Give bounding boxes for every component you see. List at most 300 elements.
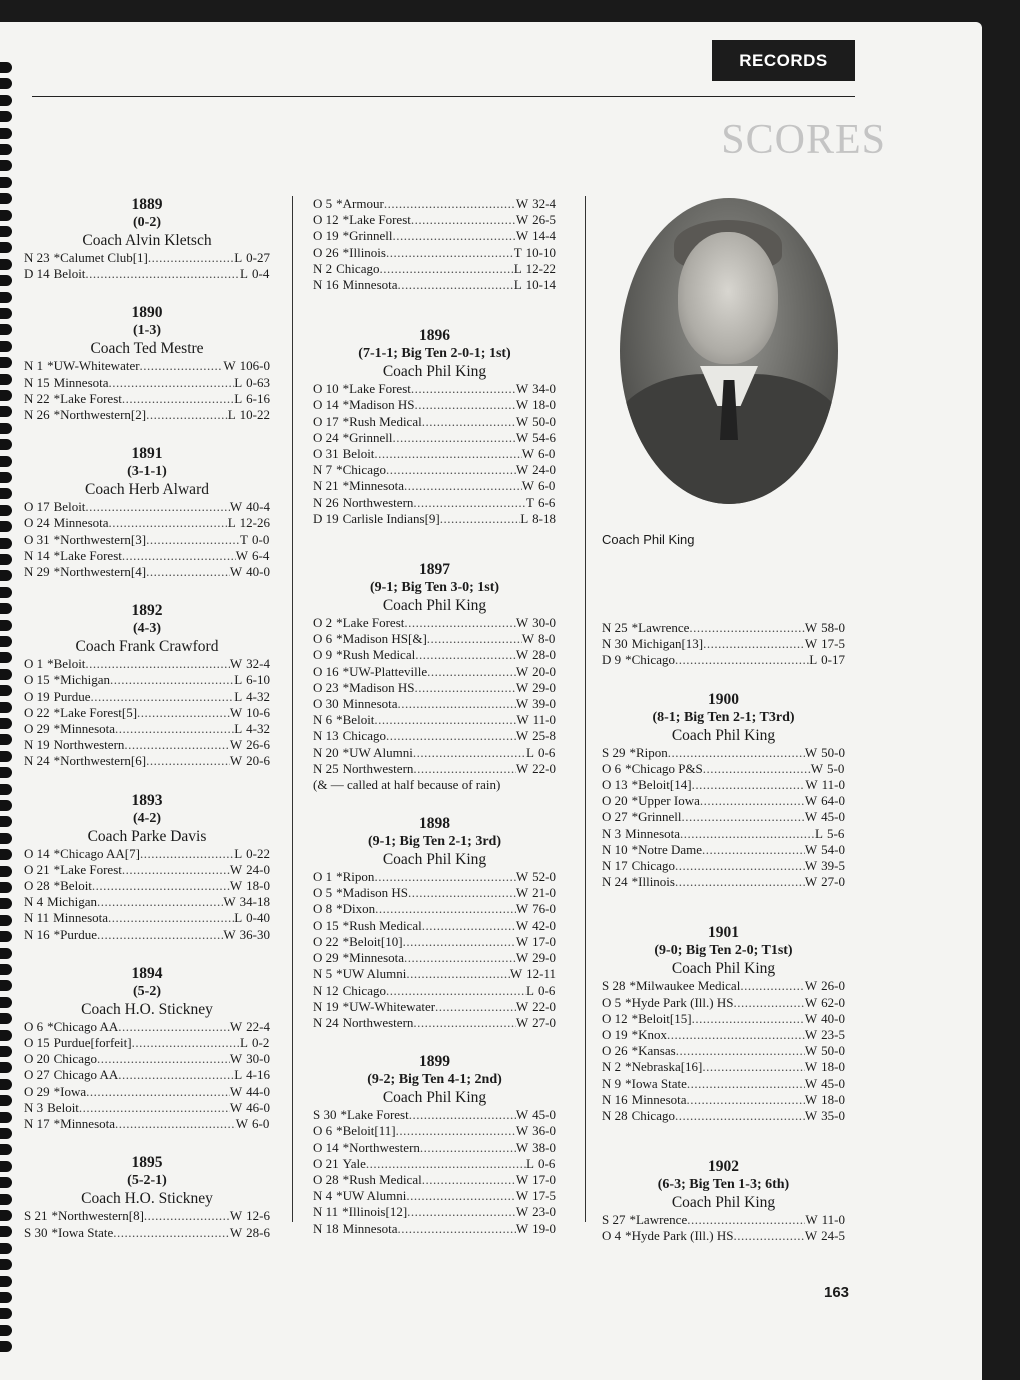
leader-dots <box>675 874 805 890</box>
spiral-ring <box>0 210 12 221</box>
game-score: 38-0 <box>532 1139 556 1155</box>
leader-dots <box>140 846 234 862</box>
game-row <box>313 696 556 712</box>
column-divider <box>292 196 293 1222</box>
game-result: W <box>515 869 529 885</box>
game-score: 0-63 <box>246 374 270 390</box>
game-opponent: *Madison HS <box>336 885 409 901</box>
leader-dots <box>97 927 223 943</box>
game-result: W <box>229 499 243 515</box>
game-result: W <box>515 228 529 244</box>
leader-dots <box>374 446 521 462</box>
game-result: W <box>515 917 529 933</box>
game-result: L <box>526 982 534 998</box>
game-result: W <box>515 196 529 211</box>
game-result: W <box>515 885 529 901</box>
game-date: O 17 <box>313 413 339 429</box>
leader-dots <box>411 381 516 397</box>
game-row <box>24 1084 270 1100</box>
game-date: N 16 <box>24 926 50 942</box>
game-opponent: Minnesota <box>342 696 398 712</box>
game-score: 12-11 <box>526 966 556 982</box>
game-score: 32-4 <box>246 656 270 672</box>
spiral-ring <box>0 587 12 598</box>
season-record: (4-3) <box>133 621 161 637</box>
spiral-ring <box>0 669 12 680</box>
game-date: N 14 <box>24 547 50 563</box>
leader-dots <box>122 391 234 407</box>
game-result: W <box>515 1204 529 1220</box>
game-opponent: Michigan[13] <box>631 636 704 652</box>
game-score: 40-4 <box>246 499 270 515</box>
game-result: W <box>804 1108 818 1124</box>
game-date: S 28 <box>602 978 626 994</box>
game-result: W <box>229 1208 243 1224</box>
game-score: 10-6 <box>246 704 270 720</box>
game-result: L <box>526 1155 534 1171</box>
season-record: (8-1; Big Ten 2-1; T3rd) <box>652 709 795 725</box>
column-3 <box>602 620 845 1245</box>
game-score: 6-4 <box>252 547 270 563</box>
game-opponent: *Minnesota <box>53 1116 116 1132</box>
game-result: W <box>515 1139 529 1155</box>
game-result: W <box>515 381 529 397</box>
leader-dots <box>675 652 809 668</box>
leader-dots <box>85 656 229 672</box>
game-opponent: Chicago AA <box>53 1067 119 1083</box>
game-opponent: *Beloit <box>53 878 92 894</box>
game-opponent: *Chicago <box>625 652 675 668</box>
spiral-ring <box>0 685 12 696</box>
game-score: 0-6 <box>538 982 556 998</box>
game-opponent: *Purdue <box>53 926 97 942</box>
game-result: W <box>229 1018 243 1034</box>
game-date: O 31 <box>313 446 339 462</box>
season-year: 1900 <box>708 690 739 708</box>
leader-dots <box>413 495 526 511</box>
leader-dots <box>415 680 516 696</box>
season-header <box>602 924 845 978</box>
game-score: 44-0 <box>246 1083 270 1099</box>
game-opponent: Minnesota <box>342 277 398 293</box>
game-score: 19-0 <box>532 1220 556 1236</box>
game-date: O 12 <box>313 212 339 228</box>
game-row <box>602 1076 845 1092</box>
game-opponent: *Chicago AA[7] <box>53 845 140 861</box>
game-opponent: *Calumet Club[1] <box>53 250 148 265</box>
season-year: 1892 <box>131 602 163 620</box>
game-opponent: *Lake Forest <box>53 547 122 563</box>
game-score: 62-0 <box>821 994 845 1010</box>
spiral-ring <box>0 1046 12 1057</box>
game-score: 0-27 <box>246 250 270 265</box>
game-row <box>313 647 556 663</box>
game-score: 11-0 <box>821 777 845 793</box>
game-result: W <box>229 564 243 580</box>
spiral-ring <box>0 488 12 499</box>
spiral-ring <box>0 1013 12 1024</box>
game-date: N 25 <box>602 620 628 635</box>
game-date: S 21 <box>24 1208 48 1224</box>
game-row <box>313 745 556 761</box>
leader-dots <box>413 1015 515 1031</box>
leader-dots <box>109 375 235 391</box>
leader-dots <box>702 842 805 858</box>
game-score: 40-0 <box>821 1010 845 1026</box>
game-row <box>24 499 270 515</box>
leader-dots <box>122 548 236 564</box>
season-header <box>24 1154 270 1208</box>
game-opponent: *Grinnell <box>631 809 682 825</box>
game-date: O 15 <box>313 917 339 933</box>
leader-dots <box>132 1035 240 1051</box>
game-opponent: *Iowa State <box>625 1075 687 1091</box>
season-year: 1896 <box>419 327 450 345</box>
game-result: W <box>515 1107 529 1123</box>
leader-dots <box>676 1043 805 1059</box>
season-year: 1899 <box>419 1053 450 1071</box>
game-row <box>602 978 845 994</box>
game-opponent: Carlisle Indians[9] <box>342 510 440 526</box>
game-row <box>602 1027 845 1043</box>
spiral-ring <box>0 1177 12 1188</box>
game-row <box>24 753 270 769</box>
game-result: W <box>515 462 529 478</box>
game-opponent: Minnesota <box>342 1220 398 1236</box>
game-score: 42-0 <box>532 917 556 933</box>
game-date: O 14 <box>313 397 339 413</box>
leader-dots <box>667 1027 805 1043</box>
game-date: N 11 <box>313 1204 339 1220</box>
spiral-ring <box>0 1128 12 1139</box>
game-result: L <box>234 250 243 265</box>
game-row <box>602 761 845 777</box>
spiral-ring <box>0 734 12 745</box>
game-date: N 7 <box>313 462 333 478</box>
game-result: W <box>515 212 529 228</box>
season-coach: Coach Phil King <box>382 363 487 381</box>
game-opponent: *Michigan <box>53 672 110 688</box>
game-date: D 14 <box>24 266 50 282</box>
game-opponent: *Grinnell <box>342 429 393 445</box>
season-coach: Coach H.O. Stickney <box>81 1000 213 1018</box>
spiral-ring <box>0 751 12 762</box>
game-score: 11-0 <box>532 712 556 728</box>
game-result: W <box>515 998 529 1014</box>
game-result: W <box>805 1212 818 1228</box>
game-opponent: *Northwestern[3] <box>53 531 147 547</box>
game-opponent: *Minnesota <box>342 478 405 494</box>
game-date: N 20 <box>313 744 339 760</box>
game-date: O 9 <box>313 647 333 663</box>
game-result: W <box>804 636 818 652</box>
game-opponent: *UW Alumni <box>336 966 407 982</box>
leader-dots <box>398 696 516 712</box>
game-row <box>24 705 270 721</box>
season-record: (7-1-1; Big Ten 2-0-1; 1st) <box>358 346 511 362</box>
game-score: 23-0 <box>532 1204 556 1220</box>
game-score: 106-0 <box>239 358 270 374</box>
game-opponent: *UW Alumni <box>342 744 413 760</box>
game-date: N 1 <box>24 358 44 374</box>
game-score: 8-0 <box>538 631 556 647</box>
game-opponent: *Madison HS <box>342 397 415 413</box>
game-date: D 9 <box>602 652 622 668</box>
game-result: W <box>515 933 529 949</box>
game-opponent: *Rush Medical <box>342 1171 422 1187</box>
game-opponent: *Hyde Park (Ill.) HS <box>625 1228 734 1244</box>
page-number: 163 <box>824 1284 850 1301</box>
game-score: 0-0 <box>252 531 270 547</box>
game-result: W <box>515 760 529 776</box>
game-opponent: *Lake Forest[5] <box>53 704 138 720</box>
game-score: 30-0 <box>532 615 556 631</box>
game-date: O 26 <box>313 244 339 260</box>
game-result: W <box>804 874 818 890</box>
game-score: 36-0 <box>532 1123 556 1139</box>
game-score: 24-5 <box>821 1228 845 1244</box>
game-result: L <box>227 407 236 423</box>
leader-dots <box>740 978 805 994</box>
leader-dots <box>108 910 234 926</box>
spiral-ring <box>0 554 12 565</box>
game-date: N 22 <box>24 390 50 406</box>
season-header <box>24 304 270 358</box>
game-result: W <box>515 1123 529 1139</box>
game-result: W <box>229 861 243 877</box>
game-opponent: *Beloit[14] <box>631 777 692 793</box>
game-date: O 30 <box>313 696 339 712</box>
game-result: W <box>804 809 818 825</box>
game-result: L <box>809 652 818 668</box>
game-result: W <box>515 413 529 429</box>
game-date: O 5 <box>313 885 333 901</box>
game-score: 8-18 <box>532 510 556 526</box>
season-year: 1889 <box>131 196 163 213</box>
leader-dots <box>404 478 522 494</box>
game-opponent: Minnesota <box>53 515 109 531</box>
spiral-ring <box>0 1194 12 1205</box>
game-row <box>313 511 556 527</box>
season-year: 1901 <box>708 924 739 942</box>
game-score: 0-6 <box>538 1155 556 1171</box>
spiral-ring <box>0 767 12 778</box>
game-opponent: *Madison HS[&] <box>336 631 427 647</box>
leader-dots <box>90 689 234 705</box>
game-opponent: *Lawrence <box>631 620 690 635</box>
game-row <box>602 1059 845 1075</box>
leader-dots <box>366 1156 526 1172</box>
spiral-ring <box>0 1210 12 1221</box>
spiral-ring <box>0 160 12 171</box>
leader-dots <box>392 228 515 244</box>
game-result: W <box>515 1171 529 1187</box>
game-row <box>313 983 556 999</box>
game-result: L <box>513 260 522 276</box>
season-header <box>24 196 270 250</box>
game-opponent: *Illinois[12] <box>342 1204 408 1220</box>
game-score: 45-0 <box>821 809 845 825</box>
game-row <box>24 737 270 753</box>
game-opponent: *Iowa <box>53 1083 87 1099</box>
leader-dots <box>386 245 514 261</box>
spiral-ring <box>0 620 12 631</box>
game-score: 18-0 <box>246 878 270 894</box>
leader-dots <box>144 1208 230 1224</box>
leader-dots <box>440 511 520 527</box>
game-row <box>313 950 556 966</box>
season-year: 1895 <box>131 1154 163 1172</box>
game-date: N 3 <box>24 1099 44 1115</box>
season-header <box>24 965 270 1019</box>
leader-dots <box>79 1100 230 1116</box>
spiral-ring <box>0 997 12 1008</box>
game-score: 12-22 <box>525 260 556 276</box>
game-row <box>602 636 845 652</box>
spiral-ring <box>0 505 12 516</box>
game-opponent: *Chicago <box>336 462 386 478</box>
spiral-ring <box>0 423 12 434</box>
game-result: W <box>509 966 523 982</box>
spiral-ring <box>0 849 12 860</box>
season-header <box>602 691 845 745</box>
game-opponent: *Armour <box>336 196 384 211</box>
game-result: L <box>234 390 243 406</box>
game-score: 24-0 <box>532 462 556 478</box>
game-score: 17-5 <box>532 1188 556 1204</box>
leader-dots <box>703 636 805 652</box>
season-header <box>313 1053 556 1107</box>
game-date: N 9 <box>602 1075 622 1091</box>
game-date: N 21 <box>313 478 339 494</box>
header-rule <box>32 96 855 97</box>
spiral-ring <box>0 1259 12 1270</box>
game-result: W <box>515 728 529 744</box>
game-result: L <box>234 721 243 737</box>
game-opponent: *Rush Medical <box>336 647 416 663</box>
leader-dots <box>420 1140 516 1156</box>
game-date: S 30 <box>24 1224 48 1240</box>
game-row <box>313 885 556 901</box>
game-row <box>24 846 270 862</box>
game-date: D 19 <box>313 510 339 526</box>
season-coach: Coach Parke Davis <box>87 827 207 845</box>
game-score: 6-0 <box>538 446 556 462</box>
game-result: W <box>804 1043 818 1059</box>
season-year: 1894 <box>131 964 163 982</box>
leader-dots <box>122 862 230 878</box>
game-result: W <box>521 478 534 494</box>
game-row <box>313 869 556 885</box>
season-header <box>24 445 270 499</box>
season-year: 1897 <box>419 561 450 579</box>
game-opponent: Chicago <box>53 1051 97 1067</box>
leader-dots <box>413 745 526 761</box>
game-opponent: *Lake Forest <box>342 212 411 228</box>
spiral-ring <box>0 915 12 926</box>
game-row <box>602 1043 845 1059</box>
game-row <box>313 1188 556 1204</box>
leader-dots <box>403 934 516 950</box>
spiral-ring <box>0 78 12 89</box>
game-date: N 24 <box>313 1014 339 1030</box>
game-date: N 16 <box>313 277 339 293</box>
spiral-ring <box>0 177 12 188</box>
spiral-ring <box>0 439 12 450</box>
game-date: O 13 <box>602 777 628 793</box>
spiral-ring <box>0 1292 12 1303</box>
leader-dots <box>675 1108 805 1124</box>
game-opponent: *Minnesota <box>342 950 405 966</box>
game-score: 6-0 <box>538 478 556 494</box>
game-result: W <box>223 894 236 910</box>
spiral-ring <box>0 357 12 368</box>
spiral-ring <box>0 456 12 467</box>
game-date: N 26 <box>313 494 339 510</box>
game-row <box>24 1225 270 1241</box>
game-result: W <box>229 1099 243 1115</box>
leader-dots <box>703 761 811 777</box>
game-row <box>313 430 556 446</box>
leader-dots <box>681 809 804 825</box>
game-row <box>313 712 556 728</box>
game-score: 17-0 <box>532 1171 556 1187</box>
game-score: 4-16 <box>246 1067 270 1083</box>
spiral-ring <box>0 964 12 975</box>
leader-dots <box>374 712 516 728</box>
game-score: 18-0 <box>821 1059 845 1075</box>
spiral-ring <box>0 1276 12 1287</box>
season-coach: Coach Phil King <box>671 960 776 978</box>
game-result: W <box>235 1116 248 1132</box>
column-2 <box>313 196 556 1237</box>
leader-dots <box>118 1019 230 1035</box>
game-row <box>24 407 270 423</box>
game-opponent: Chicago <box>631 858 675 874</box>
game-row <box>313 245 556 261</box>
game-row <box>602 809 845 825</box>
game-date: S 27 <box>602 1212 626 1228</box>
game-row <box>313 397 556 413</box>
game-opponent: *Lake Forest <box>342 381 411 397</box>
game-result: W <box>229 704 243 720</box>
game-score: 0-22 <box>246 845 270 861</box>
game-date: O 17 <box>24 499 50 515</box>
game-date: O 29 <box>313 950 339 966</box>
game-result: W <box>229 737 243 753</box>
game-score: 24-0 <box>246 861 270 877</box>
game-score: 22-0 <box>532 760 556 776</box>
game-result: W <box>521 446 534 462</box>
game-score: 22-4 <box>246 1018 270 1034</box>
game-result: W <box>804 1027 818 1043</box>
leader-dots <box>404 950 516 966</box>
spiral-ring <box>0 652 12 663</box>
game-row <box>24 266 270 282</box>
leader-dots <box>392 430 515 446</box>
spiral-ring <box>0 866 12 877</box>
game-score: 20-6 <box>246 753 270 769</box>
column-divider <box>585 196 586 1222</box>
leader-dots <box>379 261 513 277</box>
leader-dots <box>404 615 516 631</box>
leader-dots <box>97 894 223 910</box>
game-row <box>602 874 845 890</box>
game-result: L <box>520 510 529 526</box>
game-row <box>602 1011 845 1027</box>
game-score: 39-5 <box>821 858 845 874</box>
leader-dots <box>386 462 516 478</box>
